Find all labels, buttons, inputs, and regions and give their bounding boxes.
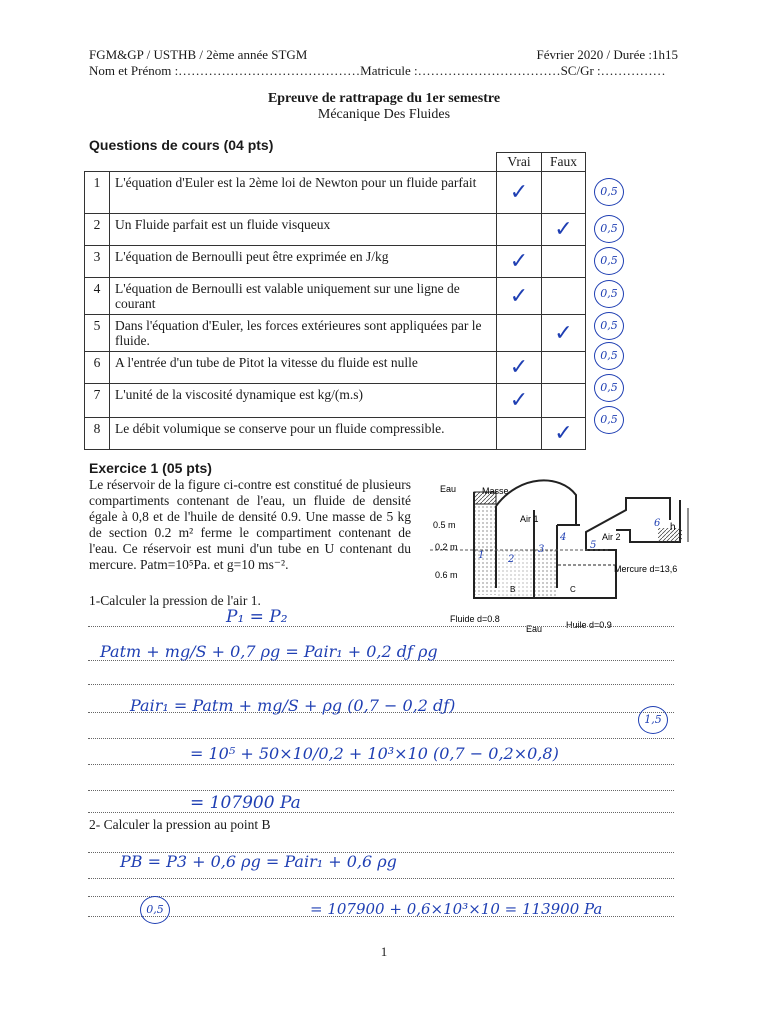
question-row xyxy=(85,418,586,450)
label-05m: 0.5 m xyxy=(433,520,456,530)
score-circle: 0,5 xyxy=(594,215,624,243)
label-eau: Eau xyxy=(440,484,457,494)
col-false-header: Faux xyxy=(542,153,586,172)
answer-line-1: P₁ = P₂ xyxy=(226,607,288,627)
question-text: A l'entrée d'un tube de Pitot la vitesse du fluide est nulle xyxy=(110,352,497,384)
question-text: Dans l'équation d'Euler, les forces extérieures sont appliquées par le fluide. xyxy=(110,315,497,352)
false-cell[interactable] xyxy=(542,315,586,352)
mark-5: 5 xyxy=(590,540,597,551)
true-cell[interactable] xyxy=(497,315,542,352)
check-mark-icon: ✓ xyxy=(509,283,529,309)
exam-title: Epreuve de rattrapage du 1er semestre xyxy=(267,91,501,106)
date-duration: Février 2020 / Durée :1h15 xyxy=(536,47,678,62)
question-text: L'unité de la viscosité dynamique est kg/(m.s) xyxy=(110,384,497,418)
check-mark-icon: ✓ xyxy=(554,421,573,446)
reservoir-figure xyxy=(430,470,690,640)
question-number: 6 xyxy=(85,352,110,384)
institution-header: FGM&GP / USTHB / 2ème année STGM xyxy=(89,47,308,62)
label-06m: 0.6 m xyxy=(435,570,458,580)
question-text: Le débit volumique se conserve pour un fluide compressible. xyxy=(110,418,497,450)
exercise1-statement: Le réservoir de la figure ci-contre est constitué de plusieurs compartiments contenant de l'eau, un fluide de densité égale à 0,8 et de l'huile de densité 0.9. Une masse de 5 kg de section 0.2 m² ferme le compartiment contenant de l'eau. Ce réservoir est muni d'un tube en U contenant du mercure. Patm=10⁵Pa. et g=10 ms⁻². xyxy=(89,477,411,572)
question-row xyxy=(85,315,586,352)
question-number: 4 xyxy=(85,278,110,315)
check-mark-icon: ✓ xyxy=(509,388,529,413)
question-number: 5 xyxy=(85,315,110,352)
label-h: h xyxy=(670,522,676,533)
true-cell[interactable] xyxy=(497,172,542,214)
questions-table xyxy=(84,152,586,450)
true-cell[interactable] xyxy=(497,214,542,246)
question-number: 7 xyxy=(85,384,110,418)
check-mark-icon: ✓ xyxy=(509,355,529,380)
exam-subject: Mécanique Des Fluides xyxy=(317,107,451,122)
score-circle: 0,5 xyxy=(594,247,624,275)
check-mark-icon: ✓ xyxy=(509,180,529,205)
question-row xyxy=(85,246,586,278)
label-huile: Huile d=0.9 xyxy=(566,620,612,630)
false-cell[interactable] xyxy=(542,278,586,315)
col-true-header: Vrai xyxy=(497,153,542,172)
label-b: B xyxy=(510,585,516,594)
true-cell[interactable] xyxy=(497,352,542,384)
questions-heading: Questions de cours (04 pts) xyxy=(89,137,274,153)
score-circle: 0,5 xyxy=(594,280,624,308)
check-mark-icon: ✓ xyxy=(554,320,573,346)
answer-line-7: = 107900 + 0,6×10³×10 = 113900 Pa xyxy=(310,900,603,918)
answer-line-4: = 10⁵ + 50×10/0,2 + 10³×10 (0,7 − 0,2×0,8) xyxy=(190,744,559,763)
question-number: 3 xyxy=(85,246,110,278)
score-circle: 0,5 xyxy=(594,178,624,206)
question-text: L'équation de Bernoulli peut être exprimée en J/kg xyxy=(110,246,497,278)
true-cell[interactable] xyxy=(497,418,542,450)
score-circle: 0,5 xyxy=(594,374,624,402)
question-text: L'équation d'Euler est la 2ème loi de Newton pour un fluide parfait xyxy=(110,172,497,214)
question-number: 2 xyxy=(85,214,110,246)
question-number: 8 xyxy=(85,418,110,450)
false-cell[interactable] xyxy=(542,214,586,246)
question-row xyxy=(85,172,586,214)
label-02m: 0.2 m xyxy=(435,542,458,552)
mark-2: 2 xyxy=(508,554,515,565)
label-eau-bottom: Eau xyxy=(526,624,543,634)
score-circle: 0,5 xyxy=(594,342,624,370)
label-mercure: Mercure d=13,6 xyxy=(614,564,678,574)
answer-line-3: Pair₁ = Patm + mg/S + ρg (0,7 − 0,2 dƒ) xyxy=(130,696,456,715)
student-info-line: Nom et Prénom :……………………………………Matricule :……………………………SC/Gr :…………… xyxy=(89,63,666,78)
question-number: 1 xyxy=(85,172,110,214)
score-circle: 0,5 xyxy=(594,406,624,434)
false-cell[interactable] xyxy=(542,172,586,214)
false-cell[interactable] xyxy=(542,352,586,384)
false-cell[interactable] xyxy=(542,384,586,418)
true-cell[interactable] xyxy=(497,384,542,418)
check-mark-icon: ✓ xyxy=(554,217,573,242)
score-q2: 0,5 xyxy=(140,896,170,924)
page-number: 1 xyxy=(380,944,388,959)
question-row xyxy=(85,384,586,418)
answer-line-2: Patm + mg/S + 0,7 ρg = Pair₁ + 0,2 dƒ ρg xyxy=(100,642,438,661)
score-circle: 0,5 xyxy=(594,312,624,340)
question-text: L'équation de Bernoulli est valable uniquement sur une ligne de courant xyxy=(110,278,497,315)
question-2-prompt: 2- Calculer la pression au point B xyxy=(89,817,271,832)
false-cell[interactable] xyxy=(542,246,586,278)
false-cell[interactable] xyxy=(542,418,586,450)
question-row xyxy=(85,214,586,246)
mark-6: 6 xyxy=(654,518,661,529)
mark-1: 1 xyxy=(478,550,485,561)
true-cell[interactable] xyxy=(497,278,542,315)
true-cell[interactable] xyxy=(497,246,542,278)
mark-4: 4 xyxy=(560,532,567,543)
answer-line-6: PB = P3 + 0,6 ρg = Pair₁ + 0,6 ρg xyxy=(120,852,397,871)
question-text: Un Fluide parfait est un fluide visqueux xyxy=(110,214,497,246)
question-row xyxy=(85,352,586,384)
label-air1: Air 1 xyxy=(520,514,539,524)
score-q1: 1,5 xyxy=(638,706,668,734)
answer-line-5: = 107900 Pa xyxy=(190,793,301,813)
question-row xyxy=(85,278,586,315)
label-c: C xyxy=(570,585,576,594)
label-masse: Masse xyxy=(482,486,509,496)
exercise1-heading: Exercice 1 (05 pts) xyxy=(89,460,212,476)
check-mark-icon: ✓ xyxy=(509,249,529,274)
label-air2: Air 2 xyxy=(602,532,621,542)
question-1-prompt: 1-Calculer la pression de l'air 1. xyxy=(89,593,261,608)
label-fluide: Fluide d=0.8 xyxy=(450,614,500,624)
mark-3: 3 xyxy=(538,544,545,555)
